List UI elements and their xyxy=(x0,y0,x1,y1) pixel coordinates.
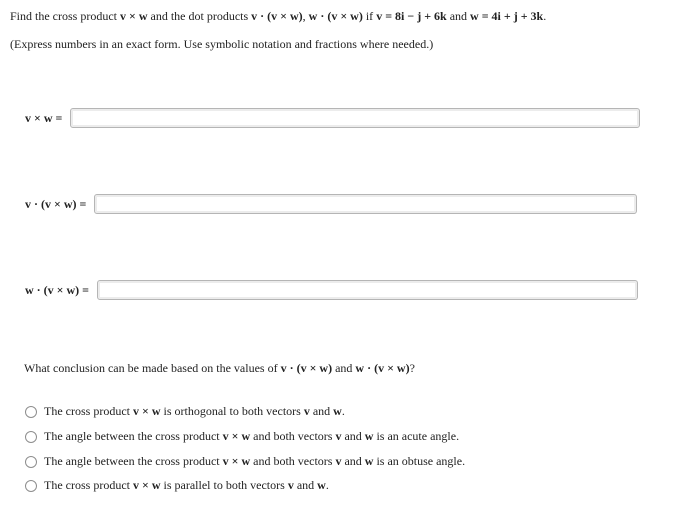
w-dot-label: w · (v × w) = xyxy=(25,282,90,297)
radio-button[interactable] xyxy=(25,431,37,443)
radio-button[interactable] xyxy=(25,456,37,468)
option-label: The cross product v × w is parallel to both vectors v and w. xyxy=(44,478,329,492)
cross-product-label: v × w = xyxy=(25,110,63,125)
cross-product-row xyxy=(25,108,640,128)
question-text: Find the cross product v × w and the dot products v · (v × w), w · (v × w) if v = 8i − j + 6k and w = 4i + j + 3k. xyxy=(10,9,547,23)
conclusion-question: What conclusion can be made based on the values of v · (v × w) and w · (v × w)? xyxy=(24,361,415,375)
radio-button[interactable] xyxy=(25,406,37,418)
v-dot-row xyxy=(25,194,637,214)
option-orthogonal[interactable] xyxy=(25,404,345,419)
option-acute[interactable] xyxy=(25,429,459,444)
instruction-text: (Express numbers in an exact form. Use symbolic notation and fractions where needed.) xyxy=(10,37,434,51)
w-dot-input[interactable] xyxy=(97,280,638,300)
option-label: The cross product v × w is orthogonal to both vectors v and w. xyxy=(44,404,345,418)
option-label: The angle between the cross product v × w and both vectors v and w is an obtuse angle. xyxy=(44,454,466,468)
option-label: The angle between the cross product v × w and both vectors v and w is an acute angle. xyxy=(44,429,460,443)
option-obtuse[interactable] xyxy=(25,454,465,469)
v-dot-label: v · (v × w) = xyxy=(25,196,87,211)
radio-button[interactable] xyxy=(25,480,37,492)
v-dot-input[interactable] xyxy=(94,194,637,214)
option-parallel[interactable] xyxy=(25,478,329,493)
cross-product-input[interactable] xyxy=(70,108,640,128)
w-dot-row xyxy=(25,280,638,300)
